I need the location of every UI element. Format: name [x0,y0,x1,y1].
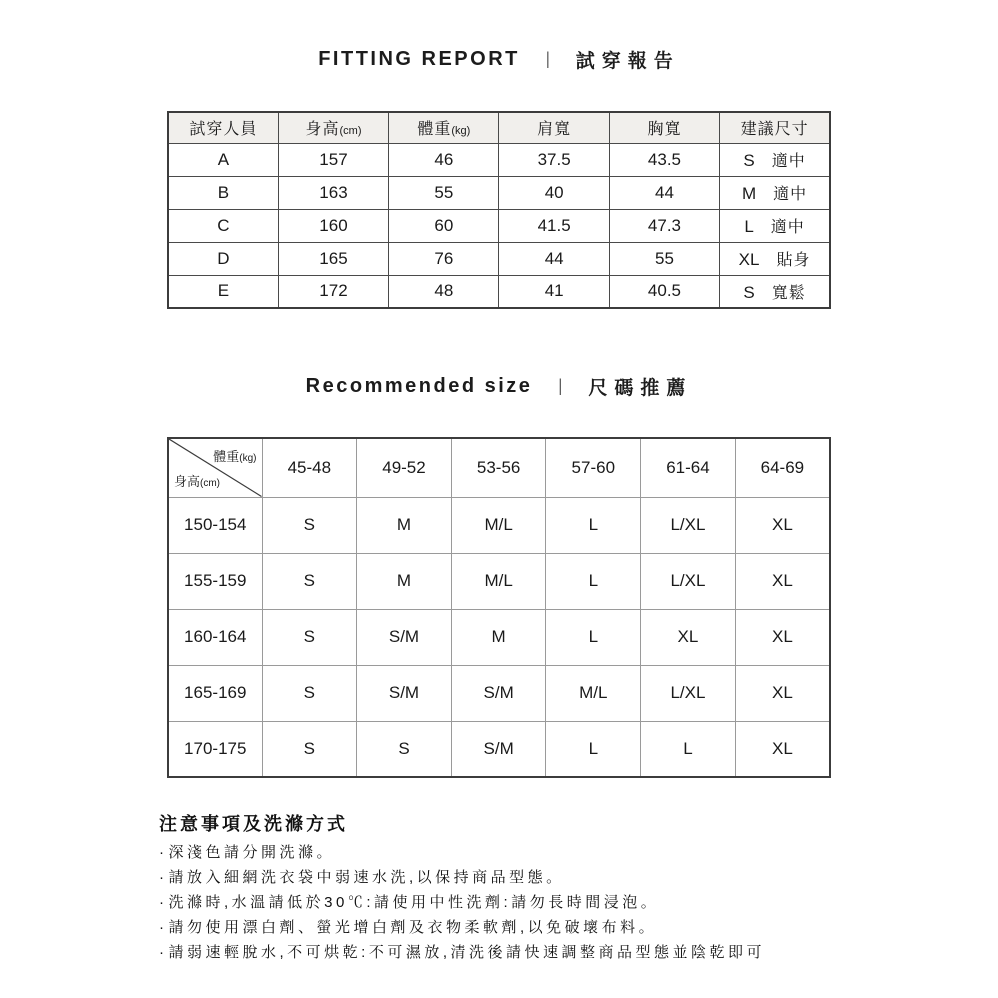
weight-range-header: 61-64 [641,438,736,497]
size-cell: XL [641,609,736,665]
care-note-item [159,920,839,936]
col-header-label: 身高 [305,121,340,139]
size-cell: S/M [357,665,452,721]
fitting-row-e [168,275,830,308]
size-cell: XL [735,553,830,609]
shoulder-cell: 44 [499,242,609,275]
suggested-size-cell [720,275,830,308]
fitting-table-body [168,143,830,308]
size-chart-row [168,721,830,777]
person-cell: A [168,143,278,176]
weight-range-header: 57-60 [546,438,641,497]
size-cell: L [546,497,641,553]
care-note-item [159,845,839,861]
fit-label: 適中 [771,153,806,170]
col-header-label: 體重 [417,121,452,139]
col-header-weight [389,112,499,143]
height-cell: 163 [278,176,388,209]
size-cell: M/L [546,665,641,721]
size-letter: M [741,184,757,203]
size-cell: L [546,721,641,777]
weight-range-header: 64-69 [735,438,830,497]
corner-weight-label [213,446,256,465]
size-cell: XL [735,721,830,777]
col-header-shoulder [499,112,609,143]
size-cell: L/XL [641,497,736,553]
height-range-cell: 165-169 [168,665,262,721]
size-cell: XL [735,609,830,665]
col-header-height [278,112,388,143]
corner-weight-unit: (kg) [239,453,257,464]
size-cell: XL [735,665,830,721]
size-cell: M/L [451,553,546,609]
corner-weight-text: 體重 [213,449,240,464]
suggested-size-cell [720,242,830,275]
shoulder-cell: 41.5 [499,209,609,242]
bullet-dot: · [159,944,168,961]
size-cell: L [641,721,736,777]
care-note-item [159,895,839,911]
person-cell: B [168,176,278,209]
fit-label: 貼身 [776,252,811,269]
col-header-label: 胸寬 [647,121,682,139]
suggested-size-cell [720,176,830,209]
person-cell: D [168,242,278,275]
fit-label: 適中 [770,219,805,236]
size-cell: L [546,553,641,609]
bullet-dot: · [159,844,168,861]
weight-cell: 60 [389,209,499,242]
care-notes-title: 注意事項及洗滌方式 [159,814,348,834]
title-divider: | [545,49,550,70]
chest-cell: 40.5 [609,275,719,308]
size-chart-header-row [168,438,830,497]
size-cell: S/M [357,609,452,665]
col-header-label: 建議尺寸 [740,121,809,139]
col-header-person [168,112,278,143]
height-cell: 160 [278,209,388,242]
care-note-item [159,870,839,886]
size-cell: S [262,553,357,609]
height-range-cell: 150-154 [168,497,262,553]
bullet-dot: · [159,869,168,886]
care-note-text: 請勿使用漂白劑、螢光增白劑及衣物柔軟劑,以免破壞布料。 [168,919,658,936]
corner-height-unit: (cm) [200,477,221,489]
height-range-cell: 155-159 [168,553,262,609]
fitting-row-b [168,176,830,209]
page-title [0,0,998,73]
size-cell: M/L [451,497,546,553]
size-cell: M [357,553,452,609]
chest-cell: 55 [609,242,719,275]
size-letter: S [743,151,755,170]
size-chart-row [168,609,830,665]
size-cell: L [546,609,641,665]
size-letter: XL [738,250,760,269]
weight-cell: 76 [389,242,499,275]
recommended-size-title [0,373,998,400]
fitting-row-a [168,143,830,176]
corner-cell [168,438,262,497]
size-cell: M [451,609,546,665]
size-chart-row [168,665,830,721]
shoulder-cell: 40 [499,176,609,209]
care-note-text: 請放入細網洗衣袋中弱速水洗,以保持商品型態。 [168,869,565,886]
recommended-title-zh: 尺碼推薦 [588,378,693,399]
size-cell: S [262,497,357,553]
page-title-zh: 試穿報告 [575,51,680,72]
fitting-table-header [168,112,830,143]
bullet-dot: · [159,919,168,936]
bullet-dot: · [159,894,168,911]
col-header-unit: (kg) [451,125,471,138]
title-divider: | [558,376,563,397]
weight-cell: 48 [389,275,499,308]
height-range-cell: 160-164 [168,609,262,665]
weight-range-header: 45-48 [262,438,357,497]
size-chart-row [168,553,830,609]
corner-height-label [174,471,220,490]
col-header-unit: (cm) [339,125,362,138]
size-cell: M [357,497,452,553]
height-range-cell: 170-175 [168,721,262,777]
fitting-table-header-row [168,112,830,143]
fit-label: 寬鬆 [771,284,806,302]
fitting-table [167,111,831,309]
height-cell: 157 [278,143,388,176]
care-note-item [159,945,839,961]
person-cell: C [168,209,278,242]
weight-cell: 55 [389,176,499,209]
corner-height-text: 身高 [174,473,201,489]
weight-cell: 46 [389,143,499,176]
col-header-suggested-size [720,112,830,143]
size-chart-header [168,438,830,497]
size-cell: S/M [451,665,546,721]
chest-cell: 43.5 [609,143,719,176]
recommended-title-en: Recommended size [305,375,533,397]
page-title-en: FITTING REPORT [318,48,520,70]
size-chart-row [168,497,830,553]
chest-cell: 44 [609,176,719,209]
shoulder-cell: 37.5 [499,143,609,176]
col-header-label: 肩寬 [537,121,572,139]
size-cell: S [262,721,357,777]
height-cell: 172 [278,275,388,308]
size-cell: S/M [451,721,546,777]
chest-cell: 47.3 [609,209,719,242]
shoulder-cell: 41 [499,275,609,308]
size-cell: S [262,665,357,721]
size-cell: S [357,721,452,777]
care-note-text: 深淺色請分開洗滌。 [168,844,336,861]
suggested-size-cell [720,143,830,176]
weight-range-header: 49-52 [357,438,452,497]
size-letter: S [743,282,755,302]
care-notes-section [159,810,839,961]
height-cell: 165 [278,242,388,275]
fitting-row-d [168,242,830,275]
col-header-chest [609,112,719,143]
care-note-text: 請弱速輕脫水,不可烘乾:不可濕放,清洗後請快速調整商品型態並陰乾即可 [168,944,766,961]
person-cell: E [168,275,278,308]
care-note-text: 洗滌時,水溫請低於30℃:請使用中性洗劑:請勿長時間浸泡。 [168,894,660,911]
col-header-label: 試穿人員 [189,121,258,139]
suggested-size-cell [720,209,830,242]
size-chart-body [168,497,830,777]
size-cell: L/XL [641,665,736,721]
size-letter: L [744,217,754,236]
size-cell: L/XL [641,553,736,609]
size-cell: S [262,609,357,665]
size-cell: XL [735,497,830,553]
size-chart-table [167,437,831,778]
fit-label: 適中 [773,186,808,203]
weight-range-header: 53-56 [451,438,546,497]
fitting-row-c [168,209,830,242]
